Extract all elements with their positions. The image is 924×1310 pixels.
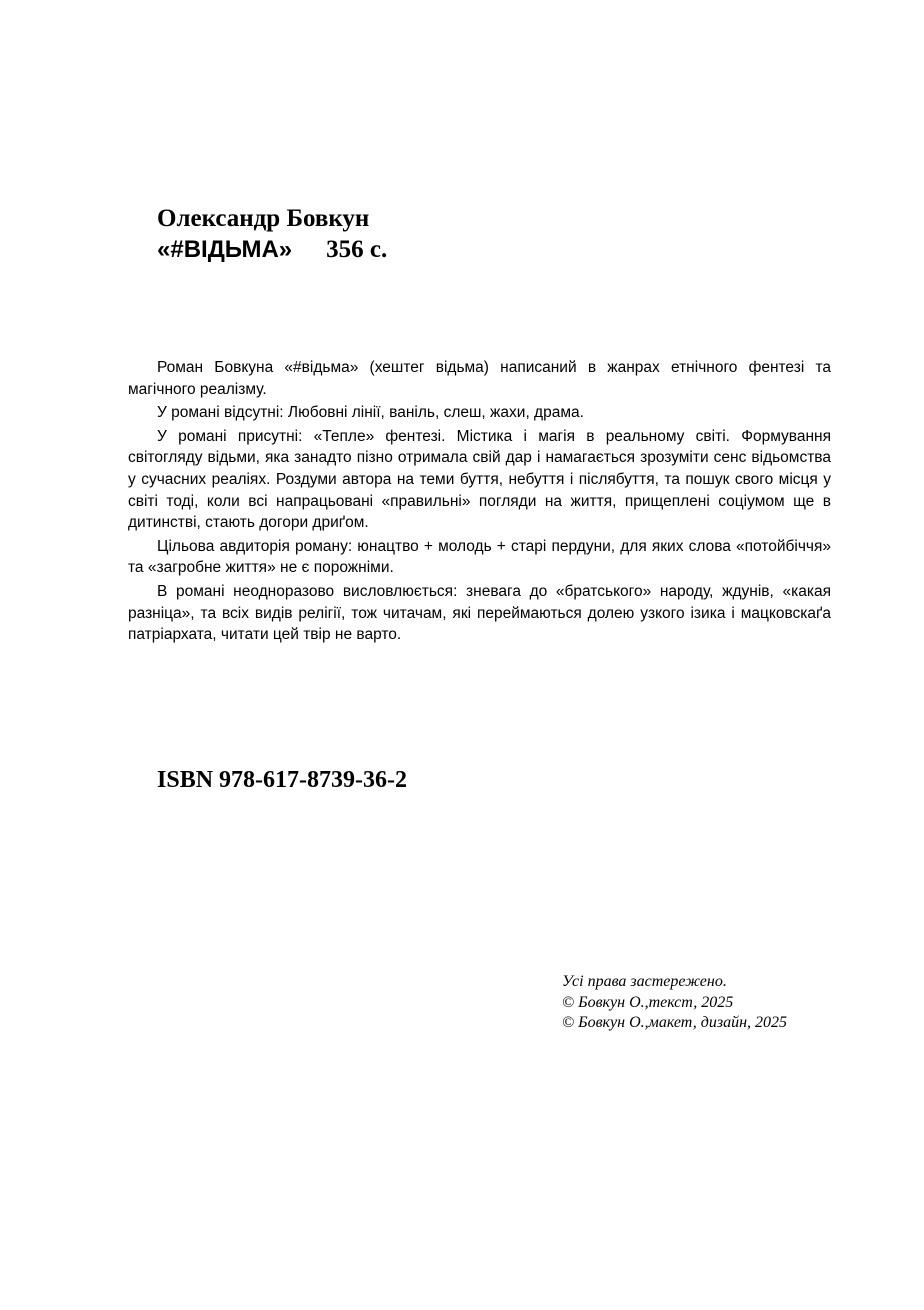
copyright-block [562, 972, 787, 1034]
annotation-paragraph: Цільова авдиторія роману: юнацтво + молодь + старі пердуни, для яких слова «потойбіччя» та «загробне життя» не є порожніми. [128, 537, 831, 577]
annotation [128, 357, 831, 648]
title-line [157, 236, 387, 264]
annotation-paragraph: У романі відсутні: Любовні лінії, ваніль, слеш, жахи, драма. [157, 404, 584, 422]
author-name: Олександр Бовкун [157, 205, 370, 232]
copyright-design: © Бовкун О.,макет, дизайн, 2025 [562, 1014, 788, 1031]
annotation-paragraph: В романі неодноразово висловлюється: зневага до «братського» народу, ждунів, «какая разніца», та всіх видів релігії, тож читачам, які переймаються долею узкого ізика і мацковскаґа патріархата, читати цей твір не варто. [128, 582, 831, 644]
isbn: ISBN 978-617-8739-36-2 [157, 767, 407, 793]
rights-reserved: Усі права застережено. [562, 973, 727, 990]
annotation-paragraph: У романі присутні: «Тепле» фентезі. Містика і магія в реальному світі. Формування світогляду відьми, яка занадто пізно отримала свій дар і намагається зрозуміти сенс відьомства у сучасних реаліях. Роздуми автора на теми буття, небуття і післябуття, та пошук свого місця у світі тоді, коли всі напрацьовані «правильні» погляди на життя, прищеплені соціумом ще в дитинстві, стають догори дриґом. [128, 427, 831, 532]
book-title: «#ВІДЬМА» [157, 236, 293, 263]
copyright-text: © Бовкун О.,текст, 2025 [562, 993, 734, 1011]
annotation-paragraph: Роман Бовкуна «#відьма» (хештег відьма) написаний в жанрах етнічного фентезі та магічного реалізму. [128, 359, 831, 398]
page-count: 356 с. [326, 236, 388, 263]
